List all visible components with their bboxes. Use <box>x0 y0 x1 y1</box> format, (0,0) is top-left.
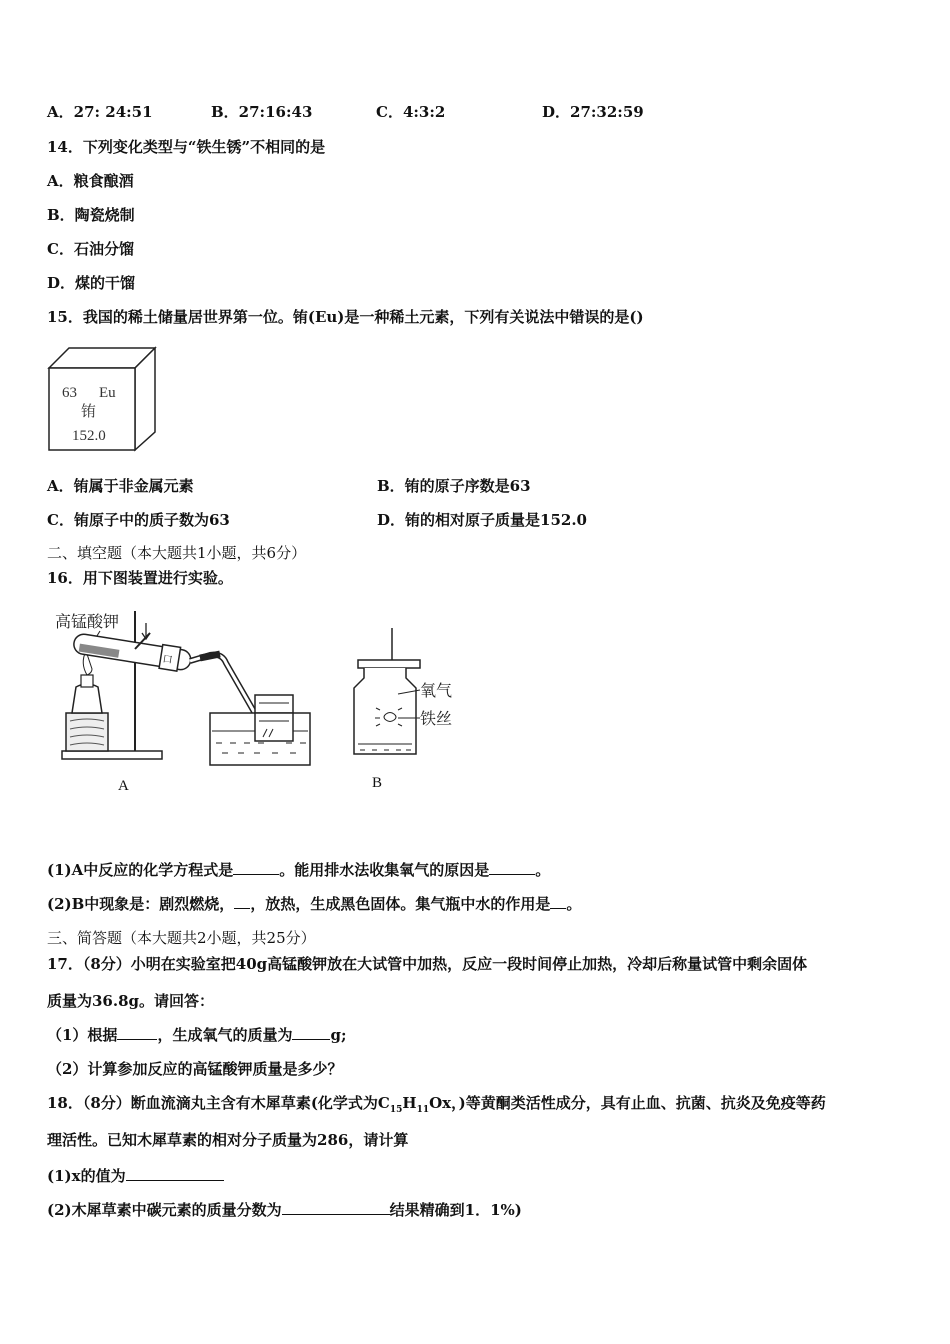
q16-p1-text-a: (1)A中反应的化学方程式是 <box>47 861 234 879</box>
element-card-europium <box>47 346 159 452</box>
q18-part-1 <box>47 1166 224 1186</box>
reagent-label: 高锰酸钾 <box>55 612 120 631</box>
element-atomic-number: 63 <box>62 385 77 401</box>
q17-p1-text-a: （1）根据 <box>47 1026 118 1044</box>
q16-part-1 <box>47 860 550 880</box>
answer-blank <box>117 1025 157 1040</box>
q14-option-a: A．粮食酿酒 <box>47 172 134 190</box>
q18-hydrogen-subscript: 11 <box>416 1105 430 1115</box>
element-symbol: Eu <box>99 385 116 401</box>
q15-option-a: A．铕属于非金属元素 <box>47 477 194 495</box>
q18-text-a: 18．（8分）断血流滴丸主含有木犀草素(化学式为C <box>47 1094 390 1112</box>
q16-p2-text-c: 。 <box>566 895 582 913</box>
q14-option-d: D．煤的干馏 <box>47 274 136 292</box>
q17-stem-line-1: 17．（8分）小明在实验室把40g高锰酸钾放在大试管中加热，反应一段时间停止加热，冷却后称量试管中剩余固体 <box>47 955 808 973</box>
q16-p2-text-b: ，放热，生成黑色固体。集气瓶中水的作用是 <box>250 895 551 913</box>
q17-p1-text-b: ，生成氧气的质量为 <box>157 1026 293 1044</box>
q18-p1-text: (1)x的值为 <box>47 1167 126 1185</box>
section-2-heading: 二、填空题（本大题共1小题，共6分） <box>47 544 307 562</box>
element-name: 铕 <box>81 402 97 420</box>
q16-part-2 <box>47 894 581 914</box>
q15-option-b: B．铕的原子序数是63 <box>377 477 531 495</box>
element-atomic-mass: 152.0 <box>72 428 106 444</box>
answer-blank <box>233 860 279 875</box>
svg-text:口: 口 <box>161 653 174 667</box>
q13-option-d: D．27:32:59 <box>542 103 644 121</box>
q13-option-b: B．27:16:43 <box>211 103 313 121</box>
q18-carbon-subscript: 15 <box>389 1105 403 1115</box>
q17-part-2: （2）计算参加反应的高锰酸钾质量是多少？ <box>47 1060 343 1078</box>
apparatus-b-diagram <box>350 626 470 766</box>
q16-p1-text-c: 。 <box>535 861 551 879</box>
answer-blank <box>126 1166 224 1181</box>
q16-stem: 16．用下图装置进行实验。 <box>47 569 233 587</box>
q16-p1-text-b: 。能用排水法收集氧气的原因是 <box>279 861 490 879</box>
q18-part-2 <box>47 1200 522 1220</box>
q18-hydrogen: H <box>402 1094 417 1112</box>
q16-p2-text-a: (2)B中现象是：剧烈燃烧， <box>47 895 235 913</box>
answer-blank <box>282 1200 390 1215</box>
q14-option-c: C．石油分馏 <box>47 240 134 258</box>
q18-text-b: Ox，)等黄酮类活性成分，具有止血、抗菌、抗炎及免疫等药 <box>429 1094 826 1112</box>
q14-option-b: B．陶瓷烧制 <box>47 206 135 224</box>
q13-option-a: A．27: 24:51 <box>47 103 153 121</box>
q18-stem-line-1 <box>47 1093 826 1120</box>
q18-p2-text-b: 结果精确到1．1%) <box>389 1201 522 1219</box>
answer-blank <box>550 894 566 909</box>
figure-a-label: A <box>118 778 129 794</box>
q17-p1-text-c: g; <box>330 1026 347 1044</box>
q15-stem: 15．我国的稀土储量居世界第一位。铕(Eu)是一种稀土元素，下列有关说法中错误的是() <box>47 308 644 326</box>
q15-option-d: D．铕的相对原子质量是152.0 <box>377 511 587 529</box>
iron-wire-label: 铁丝 <box>420 709 453 728</box>
q17-stem-line-2: 质量为36.8g。请回答： <box>47 992 215 1010</box>
q18-stem-line-2: 理活性。已知木犀草素的相对分子质量为286，请计算 <box>47 1131 409 1149</box>
answer-blank <box>292 1025 330 1040</box>
section-3-heading: 三、简答题（本大题共2小题，共25分） <box>47 929 316 947</box>
q18-p2-text-a: (2)木犀草素中碳元素的质量分数为 <box>47 1201 282 1219</box>
q13-option-c: C．4:3:2 <box>376 103 446 121</box>
q15-option-c: C．铕原子中的质子数为63 <box>47 511 230 529</box>
answer-blank <box>234 894 250 909</box>
answer-blank <box>489 860 535 875</box>
q17-part-1 <box>47 1025 346 1045</box>
figure-b-label: B <box>372 775 383 791</box>
q14-stem: 14．下列变化类型与“铁生锈”不相同的是 <box>47 138 326 156</box>
oxygen-label: 氧气 <box>420 681 453 700</box>
apparatus-a-diagram <box>50 603 320 778</box>
